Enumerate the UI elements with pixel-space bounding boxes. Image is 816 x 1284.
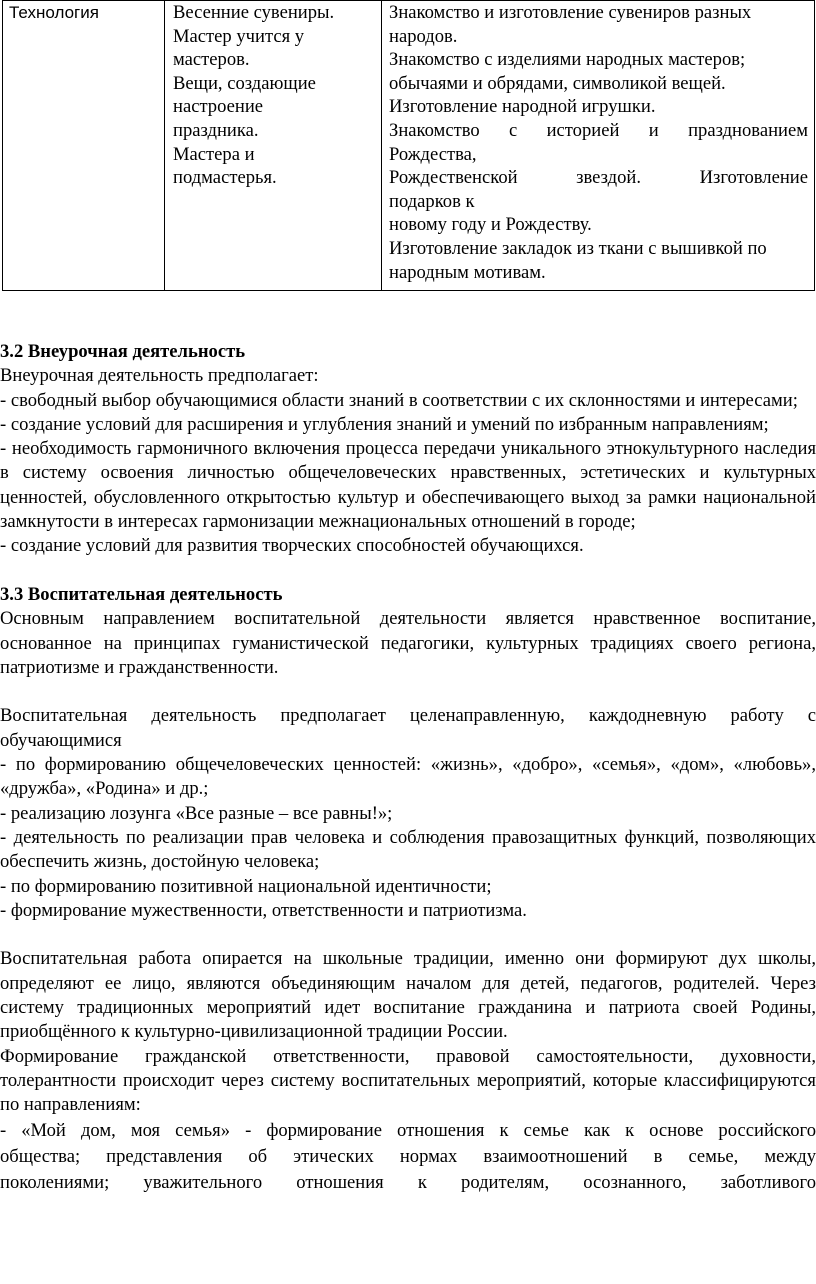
topic-line: настроение xyxy=(173,96,264,118)
list-item: - необходимость гармоничного включения процесса передачи уникального этнокультурного наследия в систему освоения личностью общечеловеческих нравственных, эстетических и культурных ценностей, обусловленного открытостью культур и обеспечивающего выход за рамки национальной замкнутости в интересах гармонизации межнациональных отношений в городе; xyxy=(0,438,816,533)
topic-line: Весенние сувениры. xyxy=(173,2,335,23)
section-heading-3-2: 3.2 Внеурочная деятельность xyxy=(0,341,246,362)
paragraph: Формирование гражданской ответственности, правовой самостоятельности, духовности, толерантности происходит через систему воспитательных мероприятий, которые классифицируются по направлениям: xyxy=(0,1045,816,1116)
list-item: - создание условий для развития творческих способностей обучающихся. xyxy=(0,535,584,557)
paragraph: Воспитательная деятельность предполагает целенаправленную, каждодневную работу с обучающимися xyxy=(0,705,816,751)
curriculum-table xyxy=(2,0,815,291)
content-line: новому году и Рождеству. xyxy=(389,214,592,236)
list-item: поколениями; уважительного отношения к родителям, осознанного, заботливого xyxy=(0,1171,816,1193)
topics-cell xyxy=(165,1,382,291)
section-heading-3-3: 3.3 Воспитательная деятельность xyxy=(0,583,283,605)
paragraph: Воспитательная работа опирается на школьные традиции, именно они формируют дух школы, определяют ее лицо, являются объединяющим началом для детей, педагогов, родителей. Через систему традиционных мероприятий идет воспитание гражданина и патриота своей Родины, приобщённого к культурно-цивилизационной традиции России. xyxy=(0,948,816,1043)
list-item: общества; представления об этических нормах взаимоотношений в семье, между xyxy=(0,1145,816,1167)
direction-list xyxy=(0,1118,816,1196)
content-line: обычаями и обрядами, символикой вещей. xyxy=(389,72,726,94)
content-line: Рождественской звездой. Изготовление xyxy=(389,167,808,189)
content-line: Знакомство с историей и празднованием xyxy=(389,119,808,141)
spacer xyxy=(0,923,816,947)
list-item: - «Мой дом, моя семья» - формирование отношения к семье как к основе российского xyxy=(0,1119,816,1141)
list-item: - формирование мужественности, ответственности и патриотизма. xyxy=(0,899,527,921)
topic-line: подмастерья. xyxy=(173,167,277,189)
list-item: - создание условий для расширения и углубления знаний и умений по избранным направлениям; xyxy=(0,413,769,435)
topic-line: Мастер учится у xyxy=(173,25,305,47)
list-item: - по формированию общечеловеческих ценностей: «жизнь», «добро», «семья», «дом», «любовь», «дружба», «Родина» и др.; xyxy=(0,754,816,800)
content-line: Изготовление закладок из ткани с вышивкой по xyxy=(389,237,767,259)
list-item: - реализацию лозунга «Все разные – все равны!»; xyxy=(0,802,393,824)
list-item: - деятельность по реализации прав человека и соблюдения правозащитных функций, позволяющих обеспечить жизнь, достойную человека; xyxy=(0,826,816,873)
spacer xyxy=(0,680,816,704)
topic-line: праздника. xyxy=(173,119,259,141)
content-line: Знакомство и изготовление сувениров разных xyxy=(389,2,752,23)
paragraph: Основным направлением воспитательной деятельности является нравственное воспитание, основанное на принципах гуманистической педагогики, культурных традициях своего региона, патриотизме и гражданственности. xyxy=(0,608,816,678)
content-line: народным мотивам. xyxy=(389,261,546,283)
topic-line: Вещи, создающие xyxy=(173,72,316,94)
main-text xyxy=(0,340,816,1196)
subject-cell: Технология xyxy=(3,1,165,291)
content-line: народов. xyxy=(389,25,458,47)
spacer xyxy=(0,559,816,583)
topic-line: мастеров. xyxy=(173,49,250,71)
paragraph: Внеурочная деятельность предполагает: xyxy=(0,365,319,387)
content-line: Изготовление народной игрушки. xyxy=(389,96,656,118)
list-item: - по формированию позитивной национальной идентичности; xyxy=(0,875,492,897)
content-cell xyxy=(382,1,815,291)
content-line: Знакомство с изделиями народных мастеров; xyxy=(389,49,746,71)
list-item: - свободный выбор обучающимися области знаний в соответствии с их склонностями и интересами; xyxy=(0,389,798,411)
content-line: подарков к xyxy=(389,190,475,212)
content-line: Рождества, xyxy=(389,143,477,165)
topic-line: Мастера и xyxy=(173,143,255,165)
table-row xyxy=(3,1,815,291)
